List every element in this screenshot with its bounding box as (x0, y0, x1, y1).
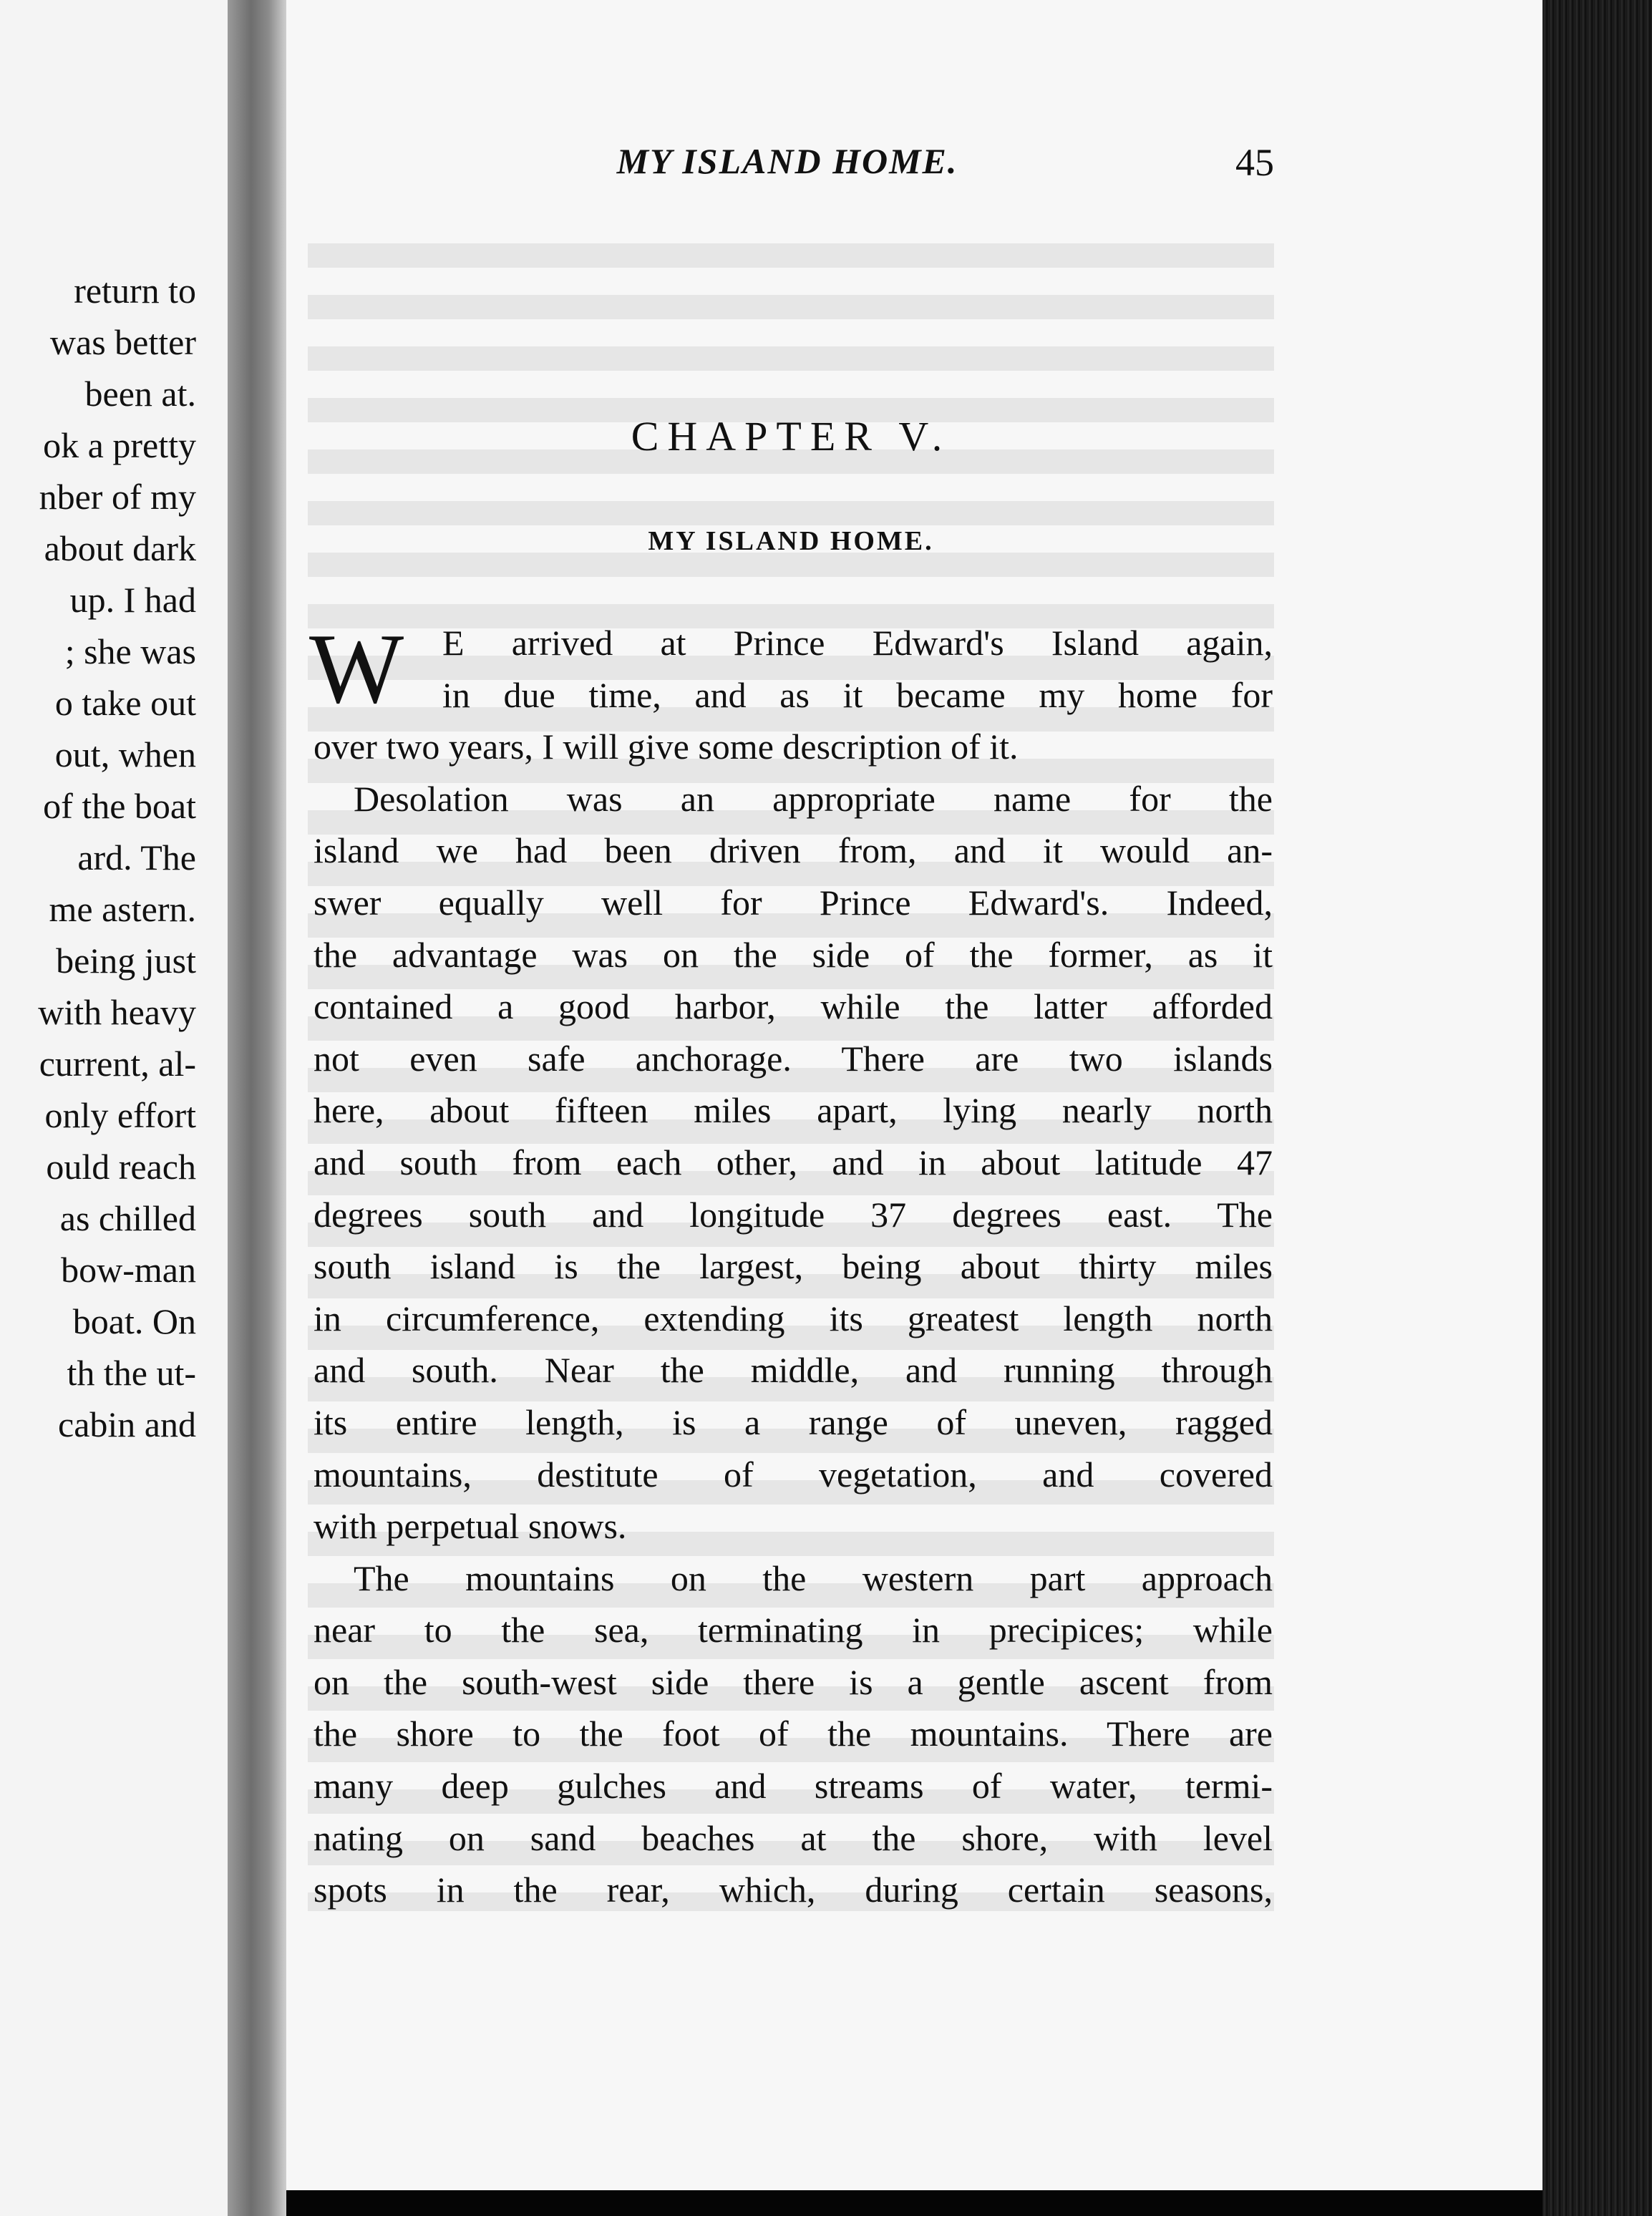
text-line: nber of my (39, 477, 196, 517)
text-line: only effort (44, 1095, 196, 1135)
text-line: over two years, I will give some description of it. (314, 726, 1019, 767)
text-line: me astern. (49, 889, 196, 929)
page-edges (1542, 0, 1652, 2216)
text-line: Desolation was an appropriate name for the (354, 778, 1273, 819)
text-line: its entire length, is a range of uneven, ragged (314, 1401, 1273, 1442)
text-line: as chilled (59, 1198, 196, 1238)
text-line: the advantage was on the side of the former, as it (314, 934, 1273, 975)
text-line: swer equally well for Prince Edward's. Indeed, (314, 882, 1273, 923)
text-line: ok a pretty (43, 425, 196, 465)
text-line: and south. Near the middle, and running through (314, 1350, 1273, 1391)
previous-page (0, 0, 228, 2216)
text-line: with heavy (38, 992, 196, 1032)
text-line: boat. On (72, 1301, 196, 1341)
text-line: ; she was (64, 631, 196, 671)
page-number: 45 (1235, 141, 1274, 184)
text-line: nating on sand beaches at the shore, with level (314, 1817, 1273, 1858)
text-line: ard. The (77, 837, 196, 878)
text-line: the shore to the foot of the mountains. There are (314, 1714, 1273, 1754)
text-line: of the boat (43, 786, 196, 826)
text-line: not even safe anchorage. There are two islands (314, 1038, 1273, 1079)
text-line: in circumference, extending its greatest length north (314, 1298, 1273, 1338)
previous-page-text (0, 265, 228, 1450)
text-line: was better (49, 322, 196, 362)
text-line: out, when (54, 734, 196, 774)
text-line: being just (56, 941, 196, 981)
body-text (314, 617, 1273, 1916)
text-line: E arrived at Prince Edward's Island again, (442, 623, 1273, 663)
text-line: island we had been driven from, and it would an- (314, 830, 1273, 871)
text-line: south island is the largest, being about thirty miles (314, 1246, 1273, 1287)
text-line: with perpetual snows. (314, 1506, 627, 1547)
text-line: up. I had (69, 580, 196, 620)
text-line: mountains, destitute of vegetation, and covered (314, 1454, 1273, 1495)
text-line: o take out (54, 683, 196, 723)
text-line: about dark (44, 528, 196, 568)
text-line: here, about fifteen miles apart, lying nearly north (314, 1090, 1273, 1131)
text-line: cabin and (58, 1404, 196, 1444)
text-line: been at. (84, 374, 196, 414)
text-line: degrees south and longitude 37 degrees east. The (314, 1194, 1273, 1235)
text-line: spots in the rear, which, during certain seasons, (314, 1870, 1273, 1910)
text-line: and south from each other, and in about latitude 47 (314, 1142, 1273, 1182)
chapter-title: CHAPTER V. (631, 413, 951, 460)
text-line: in due time, and as it became my home for (442, 674, 1273, 715)
text-line: on the south-west side there is a gentle ascent from (314, 1661, 1273, 1702)
section-title: MY ISLAND HOME. (648, 526, 934, 556)
text-line: contained a good harbor, while the latter afforded (314, 986, 1273, 1027)
text-line: The mountains on the western part approach (354, 1557, 1273, 1598)
text-line: near to the sea, terminating in precipices; while (314, 1610, 1273, 1651)
drop-cap: W (309, 613, 404, 724)
text-line: return to (74, 271, 196, 311)
running-head: MY ISLAND HOME. (616, 141, 958, 181)
text-line: current, al- (39, 1044, 196, 1084)
text-line: ould reach (46, 1147, 196, 1187)
text-line: many deep gulches and streams of water, termi- (314, 1766, 1273, 1807)
book-gutter (228, 0, 286, 2216)
text-line: th the ut- (67, 1353, 196, 1393)
text-line: bow-man (61, 1250, 196, 1290)
